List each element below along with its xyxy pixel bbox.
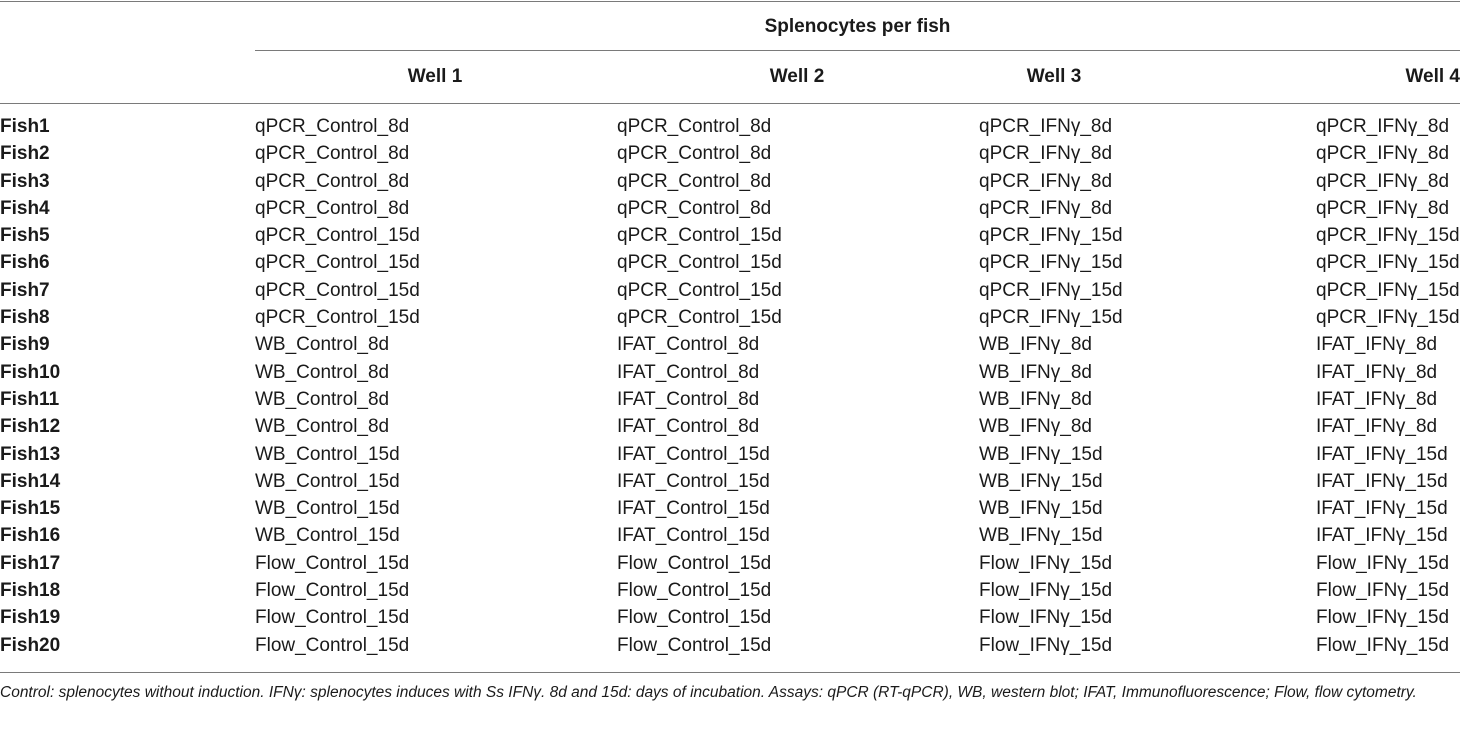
well-2-cell: IFAT_Control_8d: [617, 334, 760, 356]
column-header-well-3: Well 3: [1026, 66, 1082, 87]
fish-label: Fish11: [0, 388, 60, 410]
table-row: [0, 277, 1460, 304]
well-2-cell: IFAT_Control_15d: [617, 525, 770, 547]
well-4-cell: qPCR_IFNγ_15d: [1316, 225, 1460, 247]
well-2-cell: qPCR_Control_15d: [617, 225, 782, 247]
table-row: [0, 168, 1460, 195]
well-4-cell: IFAT_IFNγ_15d: [1316, 498, 1448, 520]
well-1-cell: Flow_Control_15d: [255, 607, 410, 629]
well-2-cell: Flow_Control_15d: [617, 634, 772, 656]
well-4-cell: qPCR_IFNγ_15d: [1316, 307, 1460, 329]
fish-label: Fish15: [0, 498, 61, 520]
well-3-cell: WB_IFNγ_8d: [979, 388, 1092, 410]
well-3-cell: WB_IFNγ_8d: [979, 361, 1092, 383]
fish-label: Fish9: [0, 334, 50, 356]
well-3-cell: Flow_IFNγ_15d: [979, 634, 1113, 656]
fish-label: Fish12: [0, 416, 61, 438]
well-2-cell: qPCR_Control_8d: [617, 143, 772, 165]
spanning-header-rule: [255, 50, 1460, 51]
well-4-cell: qPCR_IFNγ_15d: [1316, 252, 1460, 274]
fish-label: Fish2: [0, 143, 50, 165]
well-1-cell: WB_Control_15d: [255, 470, 400, 492]
well-4-cell: qPCR_IFNγ_8d: [1316, 197, 1450, 219]
fish-label: Fish10: [0, 361, 61, 383]
well-3-cell: WB_IFNγ_15d: [979, 470, 1103, 492]
table-footnote: Control: splenocytes without induction. IFNγ: splenocytes induces with Ss IFNγ. 8d and 15d: days of incubation. Assays: qPCR (RT-qPCR), WB, western blot; IFAT, Immunofluorescence; Flow, flow cytometry.: [0, 684, 1417, 701]
table-row: [0, 222, 1460, 249]
column-header-well-4: Well 4: [1405, 66, 1460, 87]
header-bottom-rule: [0, 103, 1460, 104]
well-2-cell: qPCR_Control_15d: [617, 307, 782, 329]
well-2-cell: qPCR_Control_8d: [617, 170, 772, 192]
table-top-rule: [0, 1, 1460, 2]
fish-label: Fish14: [0, 470, 61, 492]
well-2-cell: IFAT_Control_8d: [617, 416, 760, 438]
well-4-cell: Flow_IFNγ_15d: [1316, 552, 1450, 574]
well-1-cell: qPCR_Control_8d: [255, 116, 410, 137]
well-2-cell: IFAT_Control_15d: [617, 443, 770, 465]
well-3-cell: WB_IFNγ_15d: [979, 498, 1103, 520]
fish-label: Fish8: [0, 307, 50, 329]
well-3-cell: WB_IFNγ_15d: [979, 443, 1103, 465]
well-1-cell: qPCR_Control_15d: [255, 307, 420, 329]
fish-label: Fish7: [0, 279, 50, 301]
table-row: [0, 359, 1460, 386]
well-3-cell: qPCR_IFNγ_8d: [979, 197, 1113, 219]
well-2-cell: Flow_Control_15d: [617, 580, 772, 602]
table-row: [0, 468, 1460, 495]
well-3-cell: WB_IFNγ_15d: [979, 525, 1103, 547]
table-row: [0, 331, 1460, 358]
well-2-cell: qPCR_Control_8d: [617, 197, 772, 219]
well-2-cell: IFAT_Control_8d: [617, 361, 760, 383]
column-header-well-2: Well 2: [769, 66, 825, 87]
table-row: [0, 113, 1460, 140]
fish-label: Fish4: [0, 197, 50, 219]
well-2-cell: Flow_Control_15d: [617, 552, 772, 574]
table-row: [0, 413, 1460, 440]
table-row: [0, 577, 1460, 604]
fish-label: Fish18: [0, 580, 61, 602]
fish-label: Fish17: [0, 552, 61, 574]
well-4-cell: qPCR_IFNγ_8d: [1316, 116, 1450, 137]
fish-label: Fish3: [0, 170, 50, 192]
well-1-cell: WB_Control_8d: [255, 361, 390, 383]
table-bottom-rule: [0, 672, 1460, 673]
table-body: [0, 113, 1460, 659]
fish-label: Fish20: [0, 634, 61, 656]
well-1-cell: Flow_Control_15d: [255, 552, 410, 574]
well-2-cell: qPCR_Control_15d: [617, 252, 782, 274]
well-3-cell: qPCR_IFNγ_15d: [979, 225, 1123, 247]
fish-label: Fish13: [0, 443, 61, 465]
well-4-cell: Flow_IFNγ_15d: [1316, 634, 1450, 656]
spanning-header: Splenocytes per fish: [764, 16, 951, 37]
table-row: [0, 386, 1460, 413]
well-1-cell: qPCR_Control_8d: [255, 197, 410, 219]
fish-label: Fish6: [0, 252, 50, 274]
well-4-cell: IFAT_IFNγ_8d: [1316, 416, 1438, 438]
well-1-cell: WB_Control_15d: [255, 525, 400, 547]
well-3-cell: qPCR_IFNγ_15d: [979, 252, 1123, 274]
table-row: [0, 632, 1460, 659]
table-row: [0, 140, 1460, 167]
table-row: [0, 195, 1460, 222]
well-2-cell: Flow_Control_15d: [617, 607, 772, 629]
well-4-cell: qPCR_IFNγ_8d: [1316, 170, 1450, 192]
well-4-cell: IFAT_IFNγ_15d: [1316, 443, 1448, 465]
well-3-cell: Flow_IFNγ_15d: [979, 552, 1113, 574]
well-3-cell: WB_IFNγ_8d: [979, 416, 1092, 438]
column-header-well-1: Well 1: [407, 66, 463, 87]
well-3-cell: qPCR_IFNγ_15d: [979, 307, 1123, 329]
well-1-cell: Flow_Control_15d: [255, 634, 410, 656]
well-1-cell: qPCR_Control_15d: [255, 252, 420, 274]
well-3-cell: qPCR_IFNγ_8d: [979, 143, 1113, 165]
table-row: [0, 304, 1460, 331]
well-1-cell: qPCR_Control_15d: [255, 279, 420, 301]
well-1-cell: qPCR_Control_8d: [255, 143, 410, 165]
well-2-cell: IFAT_Control_8d: [617, 388, 760, 410]
fish-label: Fish5: [0, 225, 50, 247]
fish-label: Fish19: [0, 607, 61, 629]
well-4-cell: IFAT_IFNγ_15d: [1316, 470, 1448, 492]
well-4-cell: qPCR_IFNγ_8d: [1316, 143, 1450, 165]
well-1-cell: WB_Control_8d: [255, 334, 390, 356]
table-row: [0, 604, 1460, 631]
well-1-cell: WB_Control_8d: [255, 416, 390, 438]
well-3-cell: qPCR_IFNγ_15d: [979, 279, 1123, 301]
well-2-cell: IFAT_Control_15d: [617, 470, 770, 492]
well-4-cell: IFAT_IFNγ_8d: [1316, 361, 1438, 383]
fish-label: Fish1: [0, 116, 50, 137]
well-1-cell: WB_Control_15d: [255, 443, 400, 465]
well-4-cell: IFAT_IFNγ_8d: [1316, 334, 1438, 356]
well-2-cell: qPCR_Control_8d: [617, 116, 772, 137]
fish-label: Fish16: [0, 525, 61, 547]
well-3-cell: qPCR_IFNγ_8d: [979, 170, 1113, 192]
well-4-cell: IFAT_IFNγ_15d: [1316, 525, 1448, 547]
well-4-cell: Flow_IFNγ_15d: [1316, 607, 1450, 629]
well-4-cell: IFAT_IFNγ_8d: [1316, 388, 1438, 410]
table-row: [0, 249, 1460, 276]
table-row: [0, 495, 1460, 522]
well-3-cell: Flow_IFNγ_15d: [979, 607, 1113, 629]
well-4-cell: qPCR_IFNγ_15d: [1316, 279, 1460, 301]
well-1-cell: qPCR_Control_8d: [255, 170, 410, 192]
well-3-cell: WB_IFNγ_8d: [979, 334, 1092, 356]
well-2-cell: qPCR_Control_15d: [617, 279, 782, 301]
well-1-cell: qPCR_Control_15d: [255, 225, 420, 247]
well-1-cell: WB_Control_8d: [255, 388, 390, 410]
table-row: [0, 550, 1460, 577]
well-3-cell: Flow_IFNγ_15d: [979, 580, 1113, 602]
table-row: [0, 522, 1460, 549]
well-1-cell: Flow_Control_15d: [255, 580, 410, 602]
well-1-cell: WB_Control_15d: [255, 498, 400, 520]
table-row: [0, 441, 1460, 468]
well-4-cell: Flow_IFNγ_15d: [1316, 580, 1450, 602]
well-3-cell: qPCR_IFNγ_8d: [979, 116, 1113, 137]
well-2-cell: IFAT_Control_15d: [617, 498, 770, 520]
